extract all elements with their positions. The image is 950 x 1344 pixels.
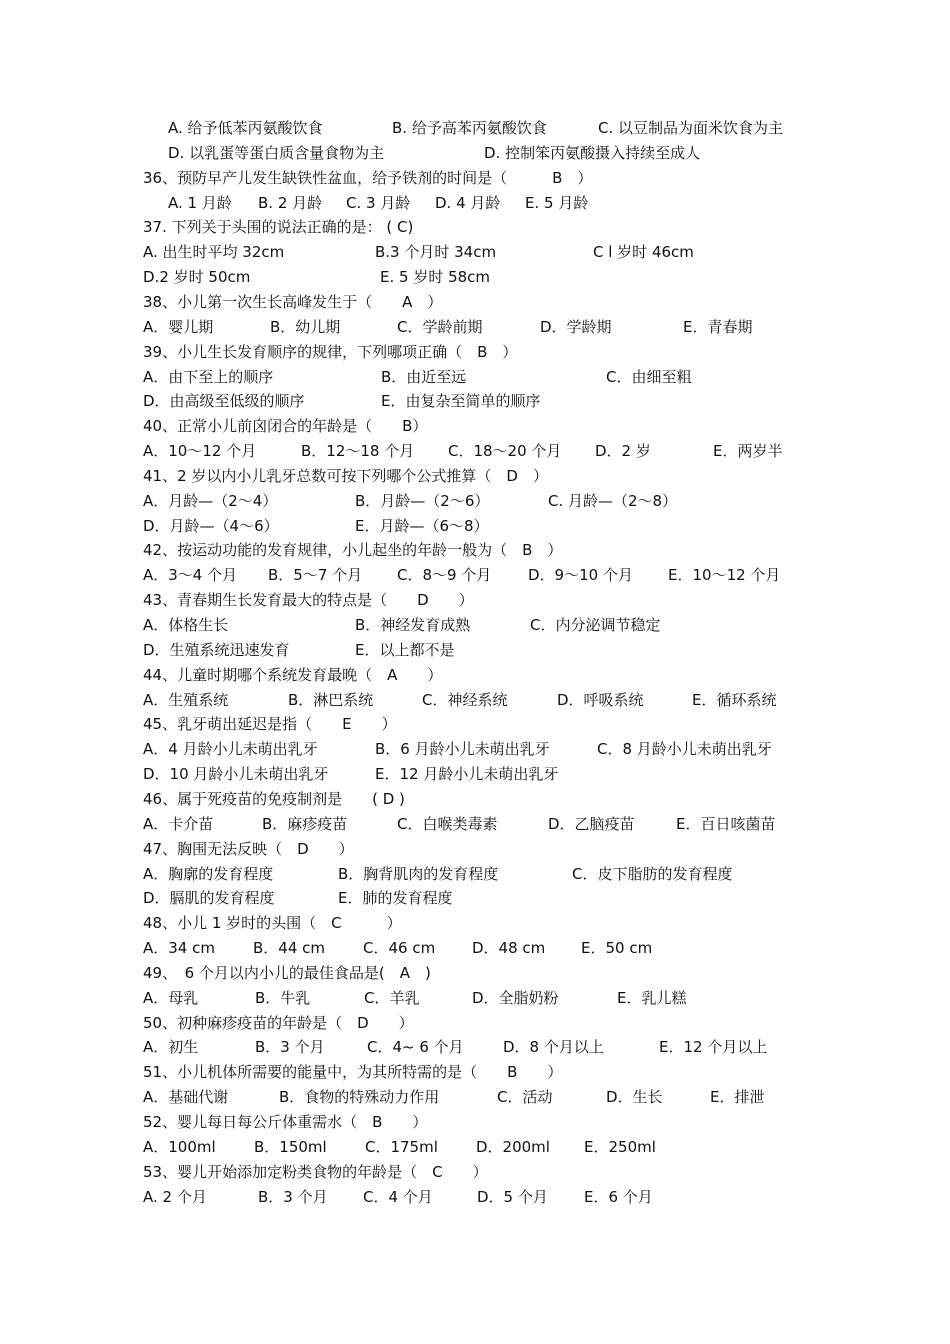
text-line [0,886,950,911]
question-stem: 40、正常小儿前囟闭合的年龄是（ B） [143,417,428,436]
answer-option: D. 4 月龄 [435,193,501,212]
text-line [0,315,950,340]
text-line [0,961,950,986]
text-line [0,812,950,837]
text-line [0,588,950,613]
text-line [0,1160,950,1185]
answer-option: D.2 岁时 50cm [143,268,251,287]
question-stem: 37. 下列关于头围的说法正确的是： ( C) [143,218,414,237]
question-stem: 42、按运动功能的发育规律，小儿起坐的年龄一般为（ B ） [143,541,563,560]
answer-option: D．呼吸系统 [557,690,644,709]
answer-option: A. 2 个月 [143,1187,207,1206]
answer-option: A．34 cm [143,939,215,958]
answer-option: B.3 个月时 34cm [375,243,497,262]
text-line [0,638,950,663]
text-line [0,389,950,414]
text-line [0,265,950,290]
text-line [0,613,950,638]
answer-option: A．胸廓的发育程度 [143,864,274,883]
question-stem: 48、小儿 1 岁时的头围（ C ） [143,914,402,933]
answer-option: A．卡介苗 [143,814,214,833]
answer-option: B．3 个月 [255,1038,325,1057]
answer-option: D．由高级至低级的顺序 [143,392,305,411]
answer-option: C．18～20 个月 [448,442,562,461]
answer-option: D．200ml [476,1137,550,1156]
answer-option: D. 控制笨丙氨酸摄入持续至成人 [484,143,701,162]
answer-option: B．150ml [254,1137,327,1156]
answer-option: B. 2 月龄 [258,193,323,212]
text-line [0,166,950,191]
answer-option: A．10～12 个月 [143,442,257,461]
text-line [0,1110,950,1135]
text-line [0,514,950,539]
answer-option: B．3 个月 [258,1187,328,1206]
answer-option: A．由下至上的顺序 [143,367,274,386]
answer-option: B．44 cm [253,939,326,958]
answer-option: D．8 个月以上 [503,1038,604,1057]
text-line [0,340,950,365]
answer-option: B．幼儿期 [270,317,341,336]
answer-option: A．4 月龄小儿未萌出乳牙 [143,740,318,759]
answer-option: C．4 个月 [363,1187,433,1206]
text-line [0,464,950,489]
question-stem: 49、 6 个月以内小儿的最佳食品是( A ) [143,963,431,982]
text-line [0,538,950,563]
question-stem: 44、儿童时期哪个系统发育最晚（ A ） [143,665,443,684]
answer-option: C．4~ 6 个月 [367,1038,464,1057]
answer-option: C. 以豆制品为面米饮食为主 [598,119,784,137]
text-line [0,986,950,1011]
answer-option: A．初生 [143,1038,199,1057]
answer-option: E．循环系统 [692,690,777,709]
answer-option: C．皮下脂肪的发育程度 [572,864,733,883]
answer-option: A．母乳 [143,988,199,1007]
text-line [0,141,950,166]
text-line [0,215,950,240]
question-stem: 45、乳牙萌出延迟是指（ E ） [143,715,397,734]
text-line [0,688,950,713]
question-stem: 47、胸围无法反映（ D ） [143,839,354,858]
text-line [0,936,950,961]
answer-option: A．月龄—（2～4） [143,491,278,510]
answer-option: D．10 月龄小儿未萌出乳牙 [143,765,329,784]
answer-option: D．膈肌的发育程度 [143,889,275,908]
question-stem: 43、青春期生长发育最大的特点是（ D ） [143,591,474,610]
answer-option: A．100ml [143,1137,216,1156]
text-line [0,787,950,812]
answer-option: C．内分泌调节稳定 [530,616,661,634]
answer-option: C．8～9 个月 [397,566,492,585]
answer-option: D．学龄期 [540,317,612,336]
answer-option: E．月龄—（6～8） [355,516,489,535]
answer-option: D．9～10 个月 [528,566,633,585]
text-line [0,1060,950,1085]
answer-option: C．46 cm [363,939,436,958]
answer-option: B．胸背肌肉的发育程度 [338,864,499,883]
text-line [0,489,950,514]
answer-option: E．由复杂至简单的顺序 [381,392,541,411]
answer-option: C．白喉类毒素 [397,814,498,833]
text-line [0,191,950,216]
answer-option: C l 岁时 46cm [593,243,694,262]
text-line [0,365,950,390]
answer-option: C．175ml [365,1137,438,1156]
text-line [0,290,950,315]
answer-option: D．生殖系统迅速发育 [143,640,290,659]
answer-option: A．3～4 个月 [143,566,238,585]
answer-option: A. 1 月龄 [168,193,232,212]
text-line [0,116,950,141]
answer-option: E．以上都不是 [355,640,455,659]
answer-option: E．百日咳菌苗 [676,814,776,833]
question-stem: 38、小儿第一次生长高峰发生于（ A ） [143,292,443,311]
answer-option: E．乳儿糕 [617,988,687,1007]
answer-option: C. 月龄—（2～8） [548,491,678,510]
answer-option: D．乙脑疫苗 [548,814,635,833]
answer-option: E．12 个月以上 [659,1038,768,1057]
question-stem: 39、小儿生长发育顺序的规律，下列哪项正确（ B ） [143,342,518,361]
text-line [0,414,950,439]
text-line [0,563,950,588]
answer-option: A. 给予低苯丙氨酸饮食 [168,119,323,137]
answer-option: B．6 月龄小儿未萌出乳牙 [375,740,550,759]
answer-option: C．活动 [497,1088,553,1107]
question-stem: 53、婴儿开始添加定粉类食物的年龄是（ C ） [143,1162,488,1181]
answer-option: D．48 cm [472,939,546,958]
answer-option: E．两岁半 [713,442,783,461]
answer-option: C．神经系统 [422,690,508,709]
text-line [0,1185,950,1210]
answer-option: D. 以乳蛋等蛋白质含量食物为主 [168,143,385,162]
text-line [0,1035,950,1060]
answer-option: C．由细至粗 [606,367,692,386]
answer-option: E. 5 月龄 [525,193,589,212]
text-line [0,837,950,862]
answer-option: C. 3 月龄 [346,193,411,212]
answer-option: E．12 月龄小儿未萌出乳牙 [375,765,559,784]
text-line [0,862,950,887]
answer-option: B．月龄—（2～6） [355,491,490,510]
answer-option: E．肺的发育程度 [338,889,453,908]
text-line [0,762,950,787]
answer-option: E．250ml [584,1137,656,1156]
answer-option: D．生长 [606,1088,663,1107]
question-stem: 41、2 岁以内小儿乳牙总数可按下列哪个公式推算（ D ） [143,466,548,485]
text-line [0,1135,950,1160]
answer-option: D．月龄—（4～6） [143,516,279,535]
answer-option: C．8 月龄小儿未萌出乳牙 [597,740,772,759]
answer-option: D．2 岁 [595,442,651,461]
text-line [0,737,950,762]
text-line [0,712,950,737]
answer-option: B．牛乳 [255,988,311,1007]
answer-option: C．羊乳 [364,988,420,1007]
answer-option: A．生殖系统 [143,690,229,709]
answer-option: B．淋巴系统 [288,690,374,709]
answer-option: B．神经发育成熟 [355,616,471,634]
question-stem: 36、预防早产儿发生缺铁性盆血，给予铁剂的时间是（ B ） [143,168,593,187]
text-line [0,911,950,936]
answer-option: C．学龄前期 [397,317,483,336]
text-line [0,1085,950,1110]
answer-option: E．6 个月 [584,1187,653,1206]
answer-option: E．青春期 [683,317,753,336]
answer-option: B．食物的特殊动力作用 [279,1088,440,1107]
answer-option: A．体格生长 [143,616,229,634]
question-stem: 51、小儿机体所需要的能量中，为其所特需的是（ B ） [143,1063,563,1082]
answer-option: E．10～12 个月 [668,566,781,585]
text-line [0,663,950,688]
question-stem: 46、属于死疫苗的免疫制剂是 ( D ) [143,789,405,808]
text-line [0,1011,950,1036]
answer-option: B．麻疹疫苗 [262,814,348,833]
text-line [0,439,950,464]
question-stem: 52、婴儿每日每公斤体重需水（ B ） [143,1113,428,1131]
answer-option: B．由近至远 [381,367,467,386]
answer-option: A．婴儿期 [143,317,214,336]
answer-option: E. 5 岁时 58cm [380,268,491,287]
answer-option: B．12～18 个月 [301,442,415,461]
answer-option: A．基础代谢 [143,1088,229,1107]
answer-option: E．排泄 [710,1088,765,1107]
text-line [0,240,950,265]
answer-option: B．5～7 个月 [268,566,363,585]
answer-option: D．5 个月 [477,1187,548,1206]
answer-option: A. 出生时平均 32cm [143,243,285,262]
answer-option: B. 给予高苯丙氨酸饮食 [392,119,547,137]
answer-option: D．全脂奶粉 [472,988,559,1007]
answer-option: E．50 cm [581,939,653,958]
question-stem: 50、初种麻疹疫苗的年龄是（ D ） [143,1013,414,1032]
